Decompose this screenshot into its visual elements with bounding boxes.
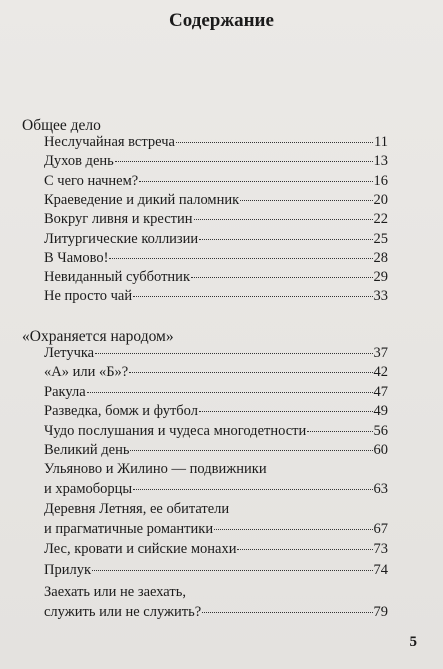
toc-entry-title: Не просто чай: [44, 288, 133, 304]
toc-entry: [44, 230, 388, 248]
dot-leader: [95, 353, 372, 354]
toc-entry: [44, 152, 388, 170]
toc-entry: [44, 191, 388, 209]
toc-entry-title: Великий день: [44, 442, 130, 458]
dot-leader: [87, 392, 373, 393]
dot-leader: [191, 277, 373, 278]
toc-entry-title: Прилук: [44, 562, 92, 578]
toc-entry-title-continued: служить или не служить?: [44, 604, 202, 620]
toc-entry-page: 22: [373, 211, 388, 227]
dot-leader: [240, 200, 372, 201]
dot-leader: [202, 612, 372, 613]
toc-entry: [44, 363, 388, 381]
toc-entry-page: 67: [373, 521, 388, 537]
dot-leader: [130, 450, 372, 451]
toc-entry: [44, 210, 388, 228]
dot-leader: [237, 549, 372, 550]
toc-entry-page: 29: [373, 269, 388, 285]
toc-entry: [44, 422, 388, 440]
toc-entry-title: Заехать или не заехать,: [44, 584, 186, 600]
toc-entry-page: 25: [373, 231, 388, 247]
toc-entry-page: 11: [374, 134, 388, 150]
toc-entry-page: 74: [373, 562, 388, 578]
toc-entry-title: Летучка: [44, 345, 95, 361]
dot-leader: [129, 372, 372, 373]
toc-entry: [44, 561, 388, 579]
dot-leader: [139, 181, 372, 182]
dot-leader: [109, 258, 372, 259]
toc-entry-page: 56: [373, 423, 388, 439]
page-number: 5: [409, 634, 417, 650]
toc-entry-page: 60: [373, 442, 388, 458]
toc-entry-title: Неслучайная встреча: [44, 134, 175, 150]
toc-entry-title: Литургические коллизии: [44, 231, 199, 247]
toc-entry: [44, 344, 388, 362]
section-title: Общее дело: [22, 117, 101, 134]
dot-leader: [214, 529, 372, 530]
toc-entry-page: 47: [373, 384, 388, 400]
dot-leader: [92, 570, 372, 571]
toc-entry-title: В Чамово!: [44, 250, 109, 266]
toc-entry-page: 33: [373, 288, 388, 304]
toc-entry: [44, 249, 388, 267]
toc-entry: [44, 172, 388, 190]
toc-entry-title: «А» или «Б»?: [44, 364, 129, 380]
toc-entry-page: 37: [373, 345, 388, 361]
dot-leader: [194, 219, 373, 220]
toc-entry-page: 49: [373, 403, 388, 419]
toc-entry-page: 42: [373, 364, 388, 380]
toc-entry-title: Невиданный субботник: [44, 269, 190, 285]
toc-entry: [44, 402, 388, 420]
toc-entry-page: 20: [373, 192, 388, 208]
toc-entry-title: Духов день: [44, 153, 114, 169]
dot-leader: [115, 161, 373, 162]
dot-leader: [176, 142, 373, 143]
toc-entry-page: 63: [373, 481, 388, 497]
toc-entry-page: 28: [373, 250, 388, 266]
toc-entry-title: С чего начнем?: [44, 173, 139, 189]
toc-entry: [44, 460, 388, 498]
toc-entry: [44, 441, 388, 459]
toc-entry-title: Чудо послушания и чудеса многодетности: [44, 423, 307, 439]
toc-entry-title: Разведка, бомж и футбол: [44, 403, 198, 419]
toc-entry: [44, 500, 388, 538]
toc-entry-title: Вокруг ливня и крестин: [44, 211, 193, 227]
page-title: Содержание: [169, 10, 274, 31]
toc-entry-page: 79: [373, 604, 388, 620]
dot-leader: [199, 239, 372, 240]
dot-leader: [133, 489, 372, 490]
toc-entry: [44, 540, 388, 558]
dot-leader: [307, 431, 372, 432]
toc-entry-title-continued: и прагматичные романтики: [44, 521, 214, 537]
toc-entry: [44, 133, 388, 151]
toc-entry-page: 73: [373, 541, 388, 557]
dot-leader: [199, 411, 373, 412]
toc-entry-title: Деревня Летняя, ее обитатели: [44, 501, 230, 517]
dot-leader: [133, 296, 372, 297]
toc-entry: [44, 383, 388, 401]
toc-entry-page: 16: [373, 173, 388, 189]
toc-entry-page: 13: [373, 153, 388, 169]
toc-entry-title: Лес, кровати и сийские монахи: [44, 541, 237, 557]
toc-entry: [44, 268, 388, 286]
toc-entry: [44, 287, 388, 305]
toc-entry-title: Ульяново и Жилино — подвижники: [44, 461, 267, 477]
section-title: «Охраняется народом»: [22, 328, 174, 345]
toc-entry-title: Ракула: [44, 384, 86, 400]
toc-entry-title-continued: и храмоборцы: [44, 481, 133, 497]
toc-entry: [44, 583, 388, 621]
toc-entry-title: Краеведение и дикий паломник: [44, 192, 240, 208]
